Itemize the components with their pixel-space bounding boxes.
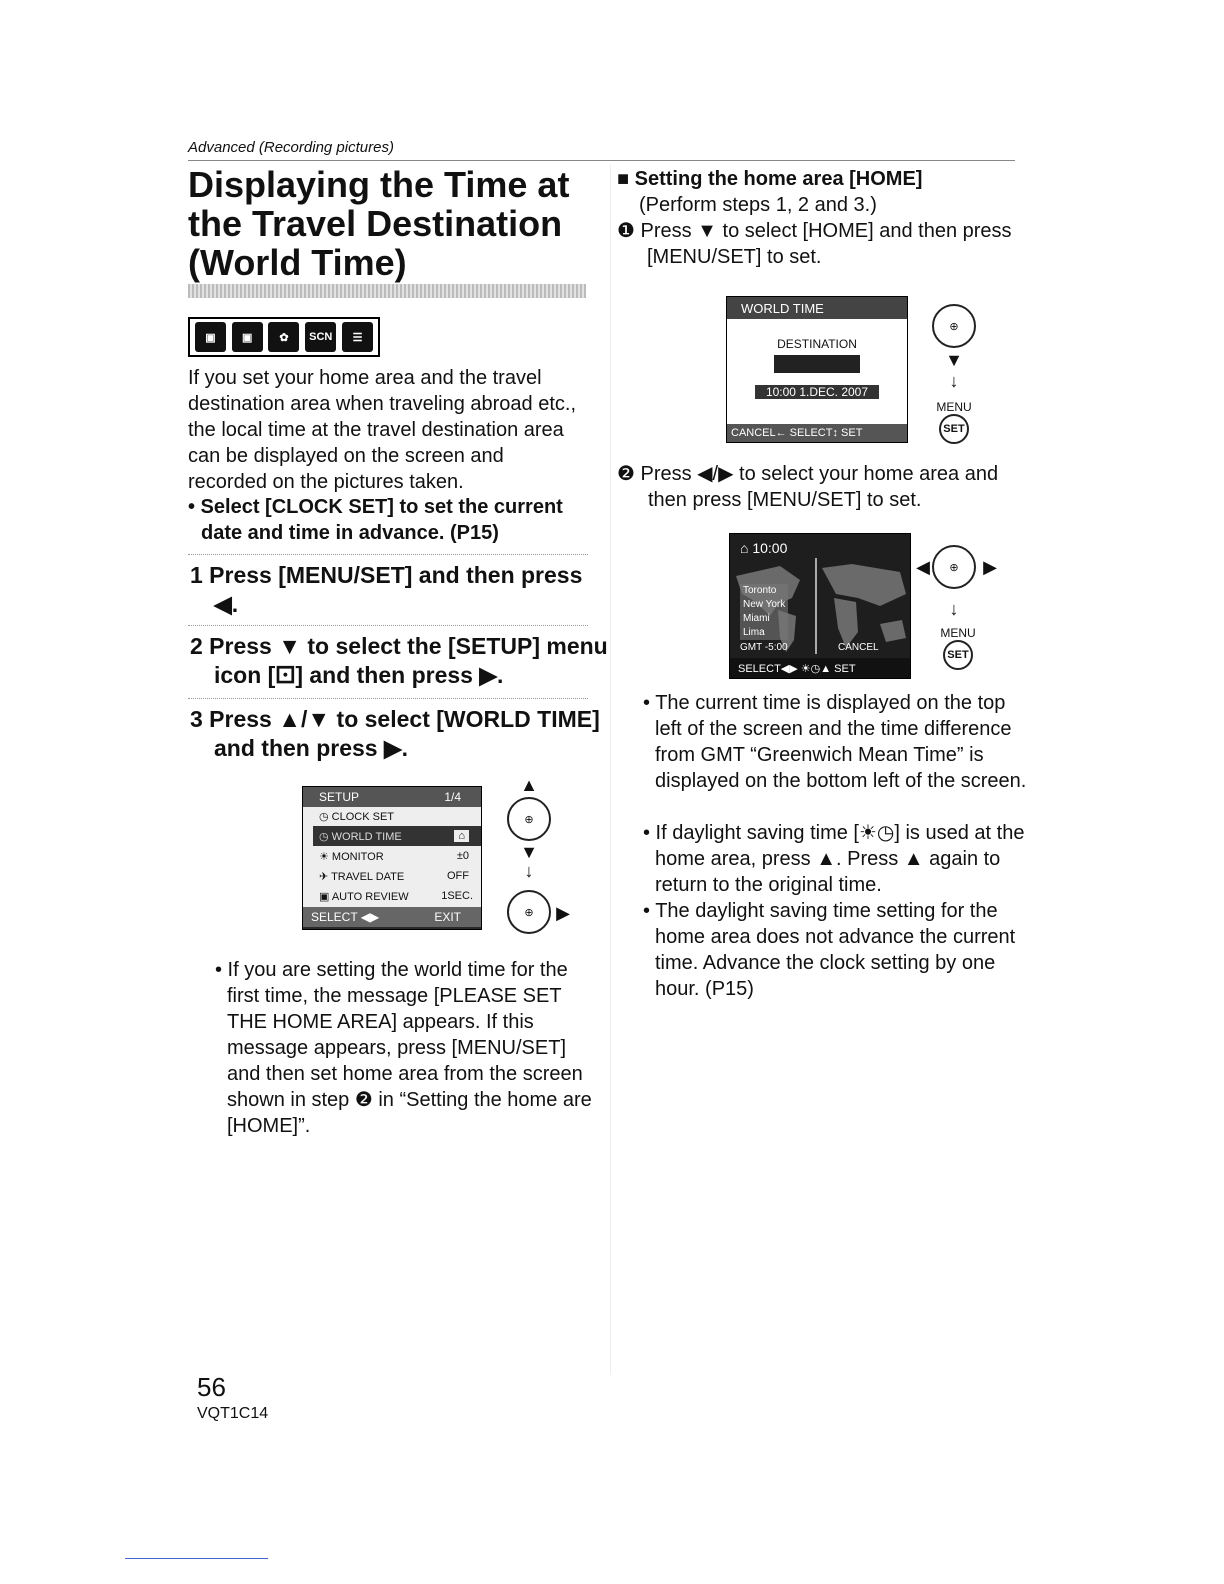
setup-title: SETUP <box>319 790 360 804</box>
setup-menu-screen <box>302 786 482 930</box>
cancel-label: CANCEL <box>838 642 879 653</box>
cursor-pad-icon: ⊕ <box>507 890 551 934</box>
sub-step-2: ❷ Press ◀/▶ to select your home area and then press [MENU/SET] to set. <box>617 463 999 511</box>
document-code: VQT1C14 <box>197 1405 269 1422</box>
mode-icons <box>188 317 380 357</box>
sub-step-1: ❶ Press ▼ to select [HOME] and then press [MENU/SET] to set. <box>617 220 1012 268</box>
world-time-date: 10:00 1.DEC. 2007 <box>755 385 879 399</box>
step-2: 2 Press ▼ to select the [SETUP] menu icon [⚀] and then press ▶. <box>190 633 608 688</box>
divider <box>188 698 588 699</box>
setup-exit-hint: EXIT <box>434 910 461 924</box>
scene-camera-mode-icon: ▣ <box>232 322 263 352</box>
note-daylight-saving: • If daylight saving time [☀◷] is used at the home area, press ▲. Press ▲ again to return to the original time. <box>643 822 1025 896</box>
right-arrow-icon: ▶ <box>983 557 997 577</box>
film-mode-icon: ☰ <box>342 322 373 352</box>
menu-row-monitor: ☀ MONITOR <box>319 850 384 863</box>
first-time-note: • If you are setting the world time for the first time, the message [PLEASE SET THE HOME AREA] appears. If this message appears, press [MENU/SET] and then set home area from the screen shown in step ❷ in “Setting the home are [HOME]”. <box>215 959 592 1137</box>
menu-label: MENU <box>940 626 976 640</box>
perform-steps-note: (Perform steps 1, 2 and 3.) <box>639 194 877 216</box>
setup-page: 1/4 <box>444 790 461 804</box>
step-1: 1 Press [MENU/SET] and then press ◀. <box>190 562 583 617</box>
city-label: Toronto <box>743 585 777 596</box>
up-arrow-icon: ▲ <box>520 775 538 795</box>
menu-row-value: OFF <box>447 870 469 882</box>
divider <box>188 554 588 555</box>
world-time-screen <box>726 296 908 443</box>
destination-highlight <box>774 355 860 373</box>
menu-row-travel-date: ✈ TRAVEL DATE <box>319 870 405 883</box>
map-footer: SELECT◀▶ ☀◷▲ SET <box>730 658 910 678</box>
home-time: ⌂ 10:00 <box>740 540 788 556</box>
header-rule <box>188 160 1015 161</box>
set-button-icon: SET <box>943 640 973 670</box>
scn-mode-icon: SCN <box>305 322 336 352</box>
setup-select-hint: SELECT ◀▶ <box>311 910 380 924</box>
world-time-footer: CANCEL← SELECT↕ SET <box>727 424 907 442</box>
menu-row-world-time: ◷ WORLD TIME <box>319 830 402 843</box>
divider <box>188 625 588 626</box>
city-label: Miami <box>743 613 770 624</box>
destination-label: DESTINATION <box>777 337 857 351</box>
flow-arrow-icon: ↓ <box>949 371 959 391</box>
city-label: New York <box>743 599 786 610</box>
gmt-offset: GMT -5:00 <box>740 642 788 653</box>
column-divider <box>610 165 611 1375</box>
home-area-heading: ■ Setting the home area [HOME] <box>617 168 923 190</box>
menu-label: MENU <box>936 400 972 414</box>
note-current-time: • The current time is displayed on the top left of the screen and the time difference from GMT “Greenwich Mean Time” is displayed on the bottom left of the screen. <box>643 692 1027 792</box>
world-time-title: WORLD TIME <box>727 297 907 319</box>
left-arrow-icon: ◀ <box>916 557 930 577</box>
flow-arrow-icon: ↓ <box>524 861 534 881</box>
set-button-icon: SET <box>939 414 969 444</box>
footer-line <box>125 1558 268 1559</box>
intro-paragraph: If you set your home area and the travel destination area when traveling abroad etc., the local time at the travel destination area can be displayed on the screen and recorded on the pictures taken. <box>188 367 577 493</box>
title-underline <box>188 284 586 298</box>
cursor-pad-icon: ⊕ <box>507 797 551 841</box>
page-title: Displaying the Time at the Travel Destination (World Time) <box>188 164 570 283</box>
down-arrow-icon: ▼ <box>945 350 963 370</box>
home-icon: ⌂ <box>454 830 469 842</box>
section-label: Advanced (Recording pictures) <box>188 139 394 156</box>
menu-row-value: ±0 <box>456 850 469 862</box>
macro-mode-icon: ✿ <box>268 322 299 352</box>
flow-arrow-icon: ↓ <box>949 599 959 619</box>
note-daylight-setting: • The daylight saving time setting for the home area does not advance the current time. Advance the clock setting by one hour. (P15) <box>643 900 1016 1000</box>
down-arrow-icon: ▼ <box>520 842 538 862</box>
camera-mode-icon: ▣ <box>195 322 226 352</box>
clock-set-note: • Select [CLOCK SET] to set the current date and time in advance. (P15) <box>188 496 563 544</box>
city-label: Lima <box>743 627 765 638</box>
step-3: 3 Press ▲/▼ to select [WORLD TIME] and then press ▶. <box>190 706 600 761</box>
menu-row-clock-set: ◷ CLOCK SET <box>319 811 395 823</box>
page-number: 56 <box>197 1372 226 1402</box>
cursor-pad-icon: ⊕ <box>932 545 976 589</box>
right-arrow-icon: ▶ <box>556 903 570 923</box>
world-map-screen <box>729 533 911 679</box>
menu-row-value: 1SEC. <box>441 890 473 902</box>
menu-row-auto-review: ▣ AUTO REVIEW <box>319 890 409 903</box>
cursor-pad-icon: ⊕ <box>932 304 976 348</box>
